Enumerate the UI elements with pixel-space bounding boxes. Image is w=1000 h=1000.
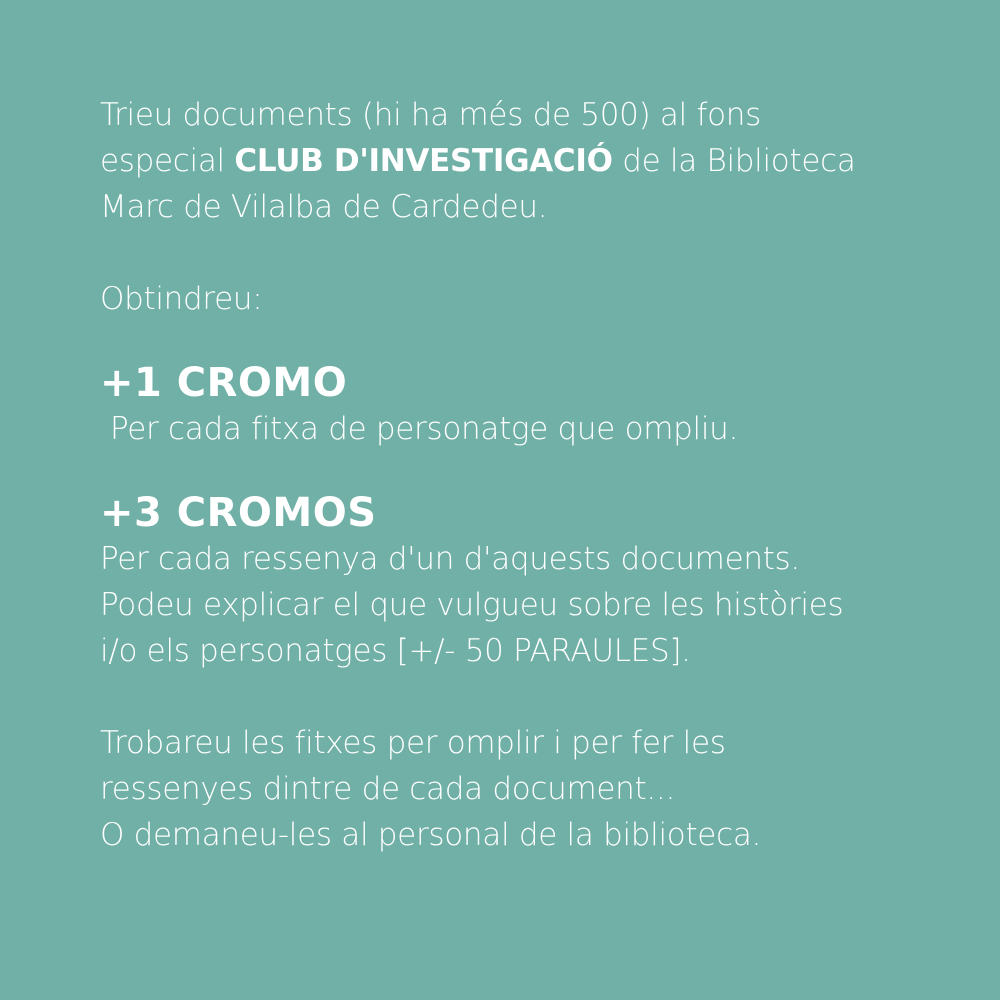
reward-2-paragraph	[100, 536, 940, 674]
intro-line-2-post: de la Biblioteca	[612, 143, 856, 179]
obtain-label: Obtindreu:	[100, 281, 263, 317]
footer-line-3: O demaneu-les al personal de la biblioteca.	[100, 817, 762, 853]
card-content	[100, 92, 940, 858]
reward-1-title: +1 CROMO	[100, 360, 348, 406]
reward-1-text: Per cada fitxa de personatge que ompliu.	[110, 411, 739, 447]
spacer	[100, 322, 940, 360]
footer-line-2: ressenyes dintre de cada document...	[100, 771, 676, 807]
spacer	[100, 230, 940, 276]
spacer	[100, 674, 940, 720]
spacer	[100, 452, 940, 490]
reward-2-title: +3 CROMOS	[100, 490, 377, 536]
reward-2-line-2: Podeu explicar el que vulgueu sobre les històries	[100, 587, 844, 623]
footer-line-1: Trobareu les fitxes per omplir i per fer les	[100, 725, 726, 761]
footer-paragraph	[100, 720, 940, 858]
intro-line-2-pre: especial	[100, 143, 235, 179]
intro-line-1: Trieu documents (hi ha més de 500) al fons	[100, 97, 761, 133]
reward-2-line-3: i/o els personatges [+/- 50 PARAULES].	[100, 633, 691, 669]
club-name: CLUB D'INVESTIGACIÓ	[234, 143, 613, 179]
intro-paragraph	[100, 92, 940, 230]
intro-line-3: Marc de Vilalba de Cardedeu.	[100, 189, 548, 225]
reward-2-line-1: Per cada ressenya d'un d'aquests documents.	[100, 541, 800, 577]
intro-line-2	[100, 138, 940, 184]
